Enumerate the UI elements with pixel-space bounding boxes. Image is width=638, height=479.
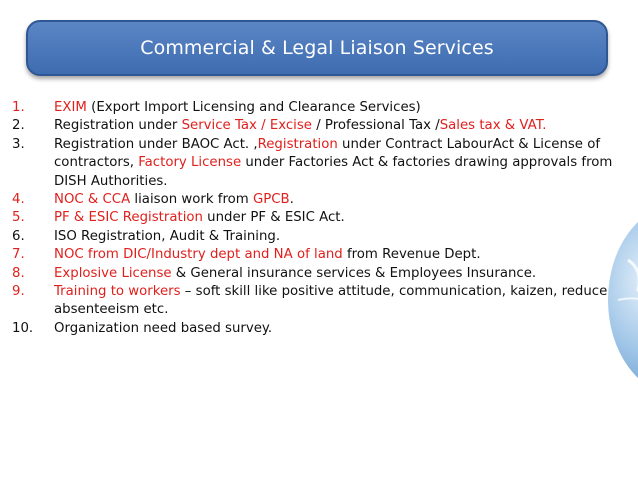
service-text-segment: from Revenue Dept. (342, 247, 481, 263)
highlighted-term: Registration (257, 136, 338, 152)
highlighted-term: NOC & CCA (54, 192, 131, 208)
service-text-segment: ISO Registration, Audit & Training. (54, 228, 281, 244)
service-item (12, 117, 634, 135)
service-number: 10. (12, 320, 34, 336)
service-text-segment: / Professional Tax / (312, 118, 440, 134)
highlighted-term: GPCB (252, 192, 290, 208)
service-text-segment: Registration under (54, 118, 182, 134)
service-number: 2. (12, 118, 25, 134)
globe-graphic (598, 200, 638, 400)
service-item (12, 228, 634, 246)
service-text (54, 136, 634, 191)
highlighted-term: Explosive License (54, 265, 172, 281)
service-text (54, 191, 634, 209)
highlighted-term: Service Tax / Excise (181, 118, 312, 134)
highlighted-term: NOC from DIC/Industry dept and NA of land (54, 247, 343, 263)
service-item (12, 99, 634, 117)
service-text (54, 99, 634, 117)
highlighted-term: Training to workers (54, 284, 181, 300)
services-list (12, 99, 634, 338)
service-text-segment: under Contract LabourAct & License of contractors, (54, 136, 601, 171)
service-item (12, 265, 634, 283)
highlighted-term: Sales tax & VAT. (439, 118, 547, 134)
highlighted-term: Factory License (138, 155, 242, 171)
service-text-segment: Registration under BAOC Act. , (54, 136, 258, 152)
service-text-segment: . (289, 192, 294, 208)
service-number: 5. (12, 210, 25, 226)
service-text-segment: & General insurance services & Employees Insurance. (171, 265, 537, 281)
service-item (12, 191, 634, 209)
service-text-segment: under PF & ESIC Act. (202, 210, 345, 226)
title-banner (26, 20, 608, 76)
service-number: 7. (12, 247, 25, 263)
service-text-segment: liaison work from (130, 192, 253, 208)
service-text-segment: – soft skill like positive attitude, communication, kaizen, reduce absenteeism etc. (54, 284, 608, 318)
service-text (54, 283, 634, 320)
service-item (12, 320, 634, 338)
service-number: 8. (12, 265, 25, 281)
highlighted-term: EXIM (54, 100, 87, 115)
service-item (12, 136, 634, 191)
service-number: 1. (12, 100, 25, 115)
service-item (12, 283, 634, 320)
service-text (54, 228, 634, 246)
service-text (54, 265, 634, 283)
service-text (54, 246, 634, 264)
service-item (12, 209, 634, 227)
service-number: 3. (12, 136, 25, 152)
service-text-segment: Organization need based survey. (54, 320, 273, 336)
service-text (54, 209, 634, 227)
service-number: 4. (12, 192, 25, 208)
service-text-segment: (Export Import Licensing and Clearance Services) (86, 100, 421, 115)
service-item (12, 246, 634, 264)
highlighted-term: PF & ESIC Registration (54, 210, 203, 226)
page-title: Commercial & Legal Liaison Services (140, 37, 494, 59)
service-text (54, 320, 634, 338)
service-text (54, 117, 634, 135)
service-number: 9. (12, 284, 25, 300)
service-text-segment: under Factories Act & factories drawing approvals from DISH Authorities. (54, 155, 613, 189)
service-number: 6. (12, 228, 25, 244)
